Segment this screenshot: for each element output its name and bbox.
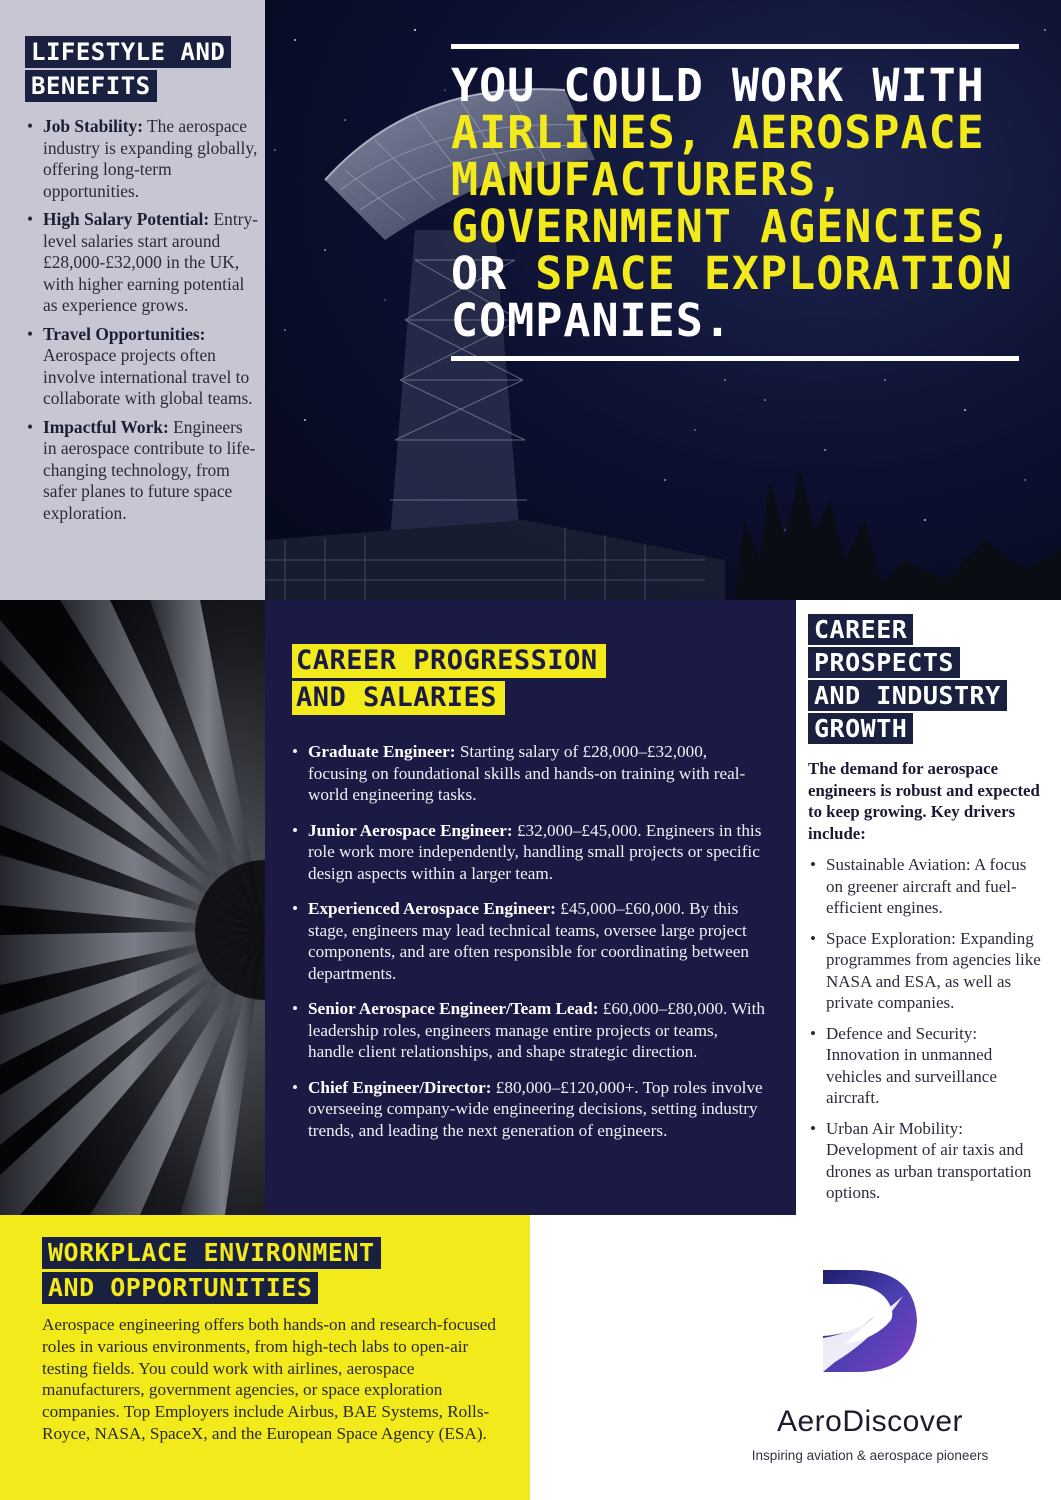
item-label: Graduate Engineer: (308, 742, 456, 761)
jet-engine-panel (0, 600, 265, 1215)
list-item (292, 820, 766, 885)
list-item: • Sustainable Aviation: A focus on greener aircraft and fuel-efficient engines. (808, 854, 1047, 919)
item-text: £45,000–£60,000. By this stage, engineers may lead technical teams, oversee large project components, and are often responsible for coordinating between departments. (308, 899, 750, 983)
lifestyle-title-line: BENEFITS (25, 70, 157, 102)
headline-bottom-rule (451, 356, 1019, 361)
workplace-body: Aerospace engineering offers both hands-on and research-focused roles in various environments, from high-tech labs to open-air testing fields. You could work with airlines, aerospace manufacturers, government agencies, or space exploration companies. Top Employers include Airbus, BAE Systems, Rolls-Royce, NASA, SpaceX, and the European Space Agency (ESA). (42, 1315, 497, 1443)
aerodiscover-logo-icon (815, 1266, 925, 1376)
list-item (292, 741, 766, 806)
item-text: Aerospace projects often involve international travel to collaborate with global teams. (43, 345, 253, 408)
headline-line: COMPANIES. (451, 294, 732, 347)
list-item: • Urban Air Mobility: Development of air taxis and drones as urban transportation options. (808, 1118, 1047, 1204)
career-title-line: AND SALARIES (292, 681, 505, 715)
workplace-title-line: AND OPPORTUNITIES (42, 1272, 318, 1304)
item-label: Job Stability: (43, 116, 144, 136)
item-label: Travel Opportunities: (43, 323, 206, 344)
workplace-panel (0, 1215, 530, 1500)
brand-name: AeroDiscover (776, 1405, 964, 1438)
item-label: Junior Aerospace Engineer: (308, 820, 513, 840)
headline-line (451, 247, 1031, 300)
list-item (25, 116, 259, 202)
item-text: £80,000–£120,000+. Top roles involve overseeing company-wide engineering decisions, setting industry trends, and leading the next generation of engineers. (308, 1077, 763, 1140)
item-text: £60,000–£80,000. With leadership roles, engineers manage entire projects or teams, handle client relationships, and shape strategic direction. (308, 999, 766, 1061)
career-title (292, 644, 766, 715)
item-text: Starting salary of £28,000–£32,000, focusing on foundational skills and hands-on training with real-world engineering tasks. (308, 742, 746, 804)
lifestyle-title-line: LIFESTYLE AND (25, 36, 231, 68)
prospects-list (808, 854, 1047, 1204)
lifestyle-list (25, 116, 259, 524)
item-text: The aerospace industry is expanding globally, offering long-term opportunities. (43, 116, 258, 201)
item-label: Impactful Work: (43, 416, 169, 437)
brand-block (700, 1250, 1040, 1490)
career-title-line: CAREER PROGRESSION (292, 644, 606, 678)
prospects-title-line: AND INDUSTRY (808, 680, 1007, 711)
lifestyle-benefits-panel (0, 0, 265, 600)
prospects-title-line: GROWTH (808, 713, 913, 744)
headline-top-rule (451, 44, 1019, 49)
prospects-intro: The demand for aerospace engineers is robust and expected to keep growing. Key drivers include: (808, 759, 1040, 843)
jet-engine-image (0, 600, 265, 1215)
list-item (292, 898, 766, 984)
prospects-title-line: PROSPECTS (808, 647, 960, 678)
item-label: Experienced Aerospace Engineer: (308, 899, 556, 918)
list-item (292, 998, 766, 1063)
brand-tagline: Inspiring aviation & aerospace pioneers (751, 1448, 989, 1463)
item-label: High Salary Potential: (43, 209, 210, 229)
prospects-title-line: CAREER (808, 614, 913, 645)
workplace-title (42, 1237, 505, 1304)
item-label: Chief Engineer/Director: (308, 1077, 492, 1097)
list-item: • Defence and Security: Innovation in unmanned vehicles and surveillance aircraft. (808, 1023, 1047, 1109)
list-item (292, 1077, 766, 1142)
item-label: Senior Aerospace Engineer/Team Lead: (308, 999, 599, 1018)
item-text: Entry-level salaries start around £28,000-£32,000 in the UK, with higher earning potential as experience grows. (43, 209, 258, 315)
item-text: £32,000–£45,000. Engineers in this role work more independently, handling small projects or specific design aspects within a larger team. (308, 820, 762, 883)
career-progression-panel (265, 600, 796, 1215)
headline-line: YOU COULD WORK WITH (451, 59, 985, 112)
headline-fragment: SPACE EXPLORATION (535, 247, 1013, 300)
headline-fragment: OR (451, 247, 536, 300)
list-item (25, 417, 259, 525)
workplace-title-line: WORKPLACE ENVIRONMENT (42, 1237, 381, 1269)
career-prospects-panel (796, 600, 1061, 1240)
prospects-title (808, 614, 1047, 744)
item-text: Engineers in aerospace contribute to life-changing technology, from safer planes to future space exploration. (43, 416, 256, 523)
hero-headline (451, 59, 1031, 347)
headline-line: MANUFACTURERS, (451, 153, 845, 206)
career-list (292, 741, 766, 1141)
list-item (25, 209, 259, 317)
headline-line: GOVERNMENT AGENCIES, (451, 200, 1013, 253)
list-item: • Space Exploration: Expanding programmes from agencies like NASA and ESA, as well as private companies. (808, 928, 1047, 1014)
hero-panel (265, 0, 1061, 600)
list-item (25, 324, 259, 410)
lifestyle-title (25, 36, 259, 102)
headline-line: AIRLINES, AEROSPACE (451, 106, 985, 159)
